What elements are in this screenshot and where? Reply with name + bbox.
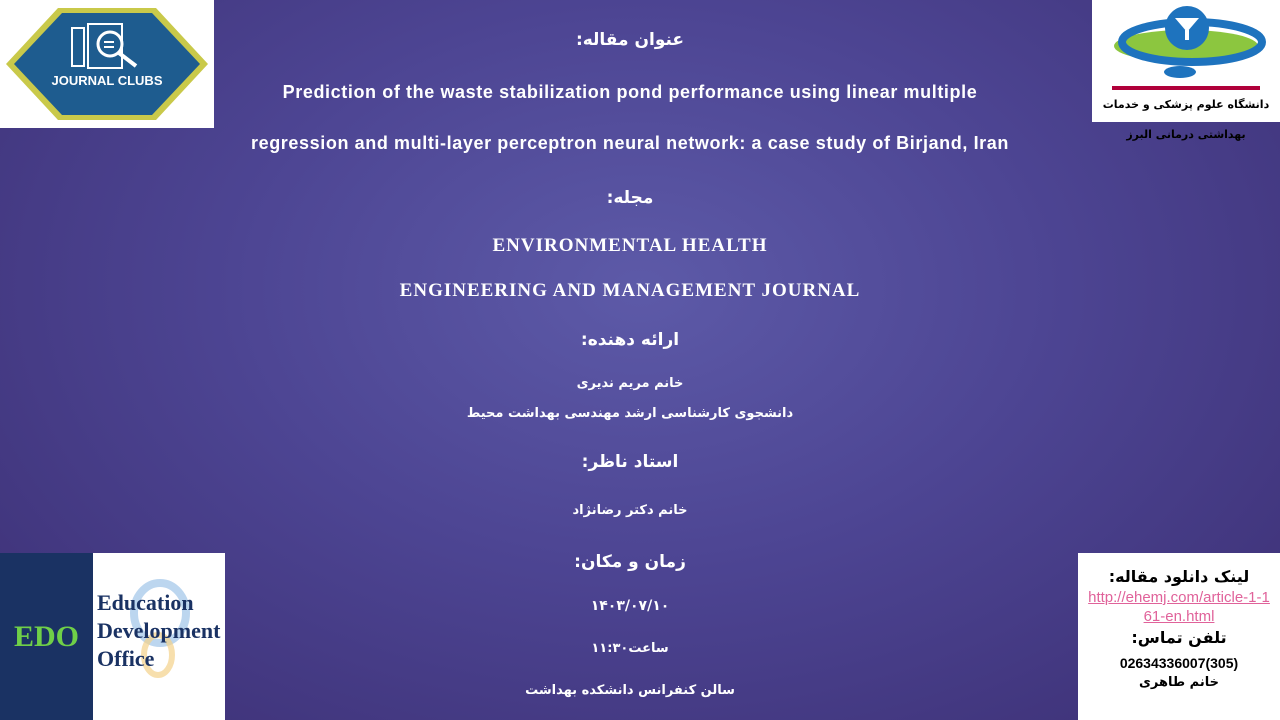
supervisor-name: خانم دکتر رضانژاد: [572, 503, 688, 518]
contact-phone: 02634336007(305): [1119, 655, 1239, 671]
edo-line-office: Office: [97, 646, 155, 671]
university-logo: [1092, 0, 1280, 141]
journal-clubs-label: JOURNAL CLUBS: [51, 73, 163, 88]
edo-line-education: Education: [97, 590, 194, 615]
schedule-date: ۱۴۰۳/۰۷/۱۰: [590, 598, 670, 614]
supervisor-heading: استاد ناظر:: [581, 452, 679, 472]
presenter-name: خانم مریم ندیری: [576, 376, 684, 391]
article-title-line2: regression and multi-layer perceptron neural network: a case study of Birjand, Iran: [251, 133, 1009, 153]
schedule-heading: زمان و مکان:: [574, 552, 686, 572]
university-name: دانشگاه علوم پزشکی و خدمات بهداشتی درمانی البرز: [1092, 90, 1280, 122]
download-info-box: [1078, 553, 1280, 720]
university-emblem: [1092, 0, 1280, 90]
journal-name-line1: ENVIRONMENTAL HEALTH: [492, 235, 768, 256]
article-download-link[interactable]: http://ehemj.com/article-1-161-en.html: [1088, 589, 1270, 625]
presenter-heading: ارائه دهنده:: [580, 330, 680, 350]
contact-name: خانم طاهری: [1139, 675, 1219, 690]
edo-abbr: EDO: [0, 553, 93, 720]
article-heading: عنوان مقاله:: [575, 30, 685, 50]
edo-line-development: Development: [97, 618, 221, 643]
edo-name: [97, 589, 220, 673]
journal-clubs-emblem: [0, 0, 214, 128]
journal-name-line2: ENGINEERING AND MANAGEMENT JOURNAL: [399, 280, 861, 301]
contact-heading: تلفن تماس:: [1131, 628, 1227, 647]
edo-logo: [0, 553, 225, 720]
presenter-role: دانشجوی کارشناسی ارشد مهندسی بهداشت محیط: [466, 406, 794, 421]
download-heading: لینک دانلود مقاله:: [1108, 567, 1250, 586]
schedule-place: سالن کنفرانس دانشکده بهداشت: [525, 683, 735, 698]
article-title-line1: Prediction of the waste stabilization pond performance using linear multiple: [282, 82, 978, 102]
schedule-time: ساعت۱۱:۳۰: [591, 641, 669, 656]
journal-heading: مجله:: [606, 188, 654, 208]
journal-clubs-logo: [0, 0, 214, 128]
